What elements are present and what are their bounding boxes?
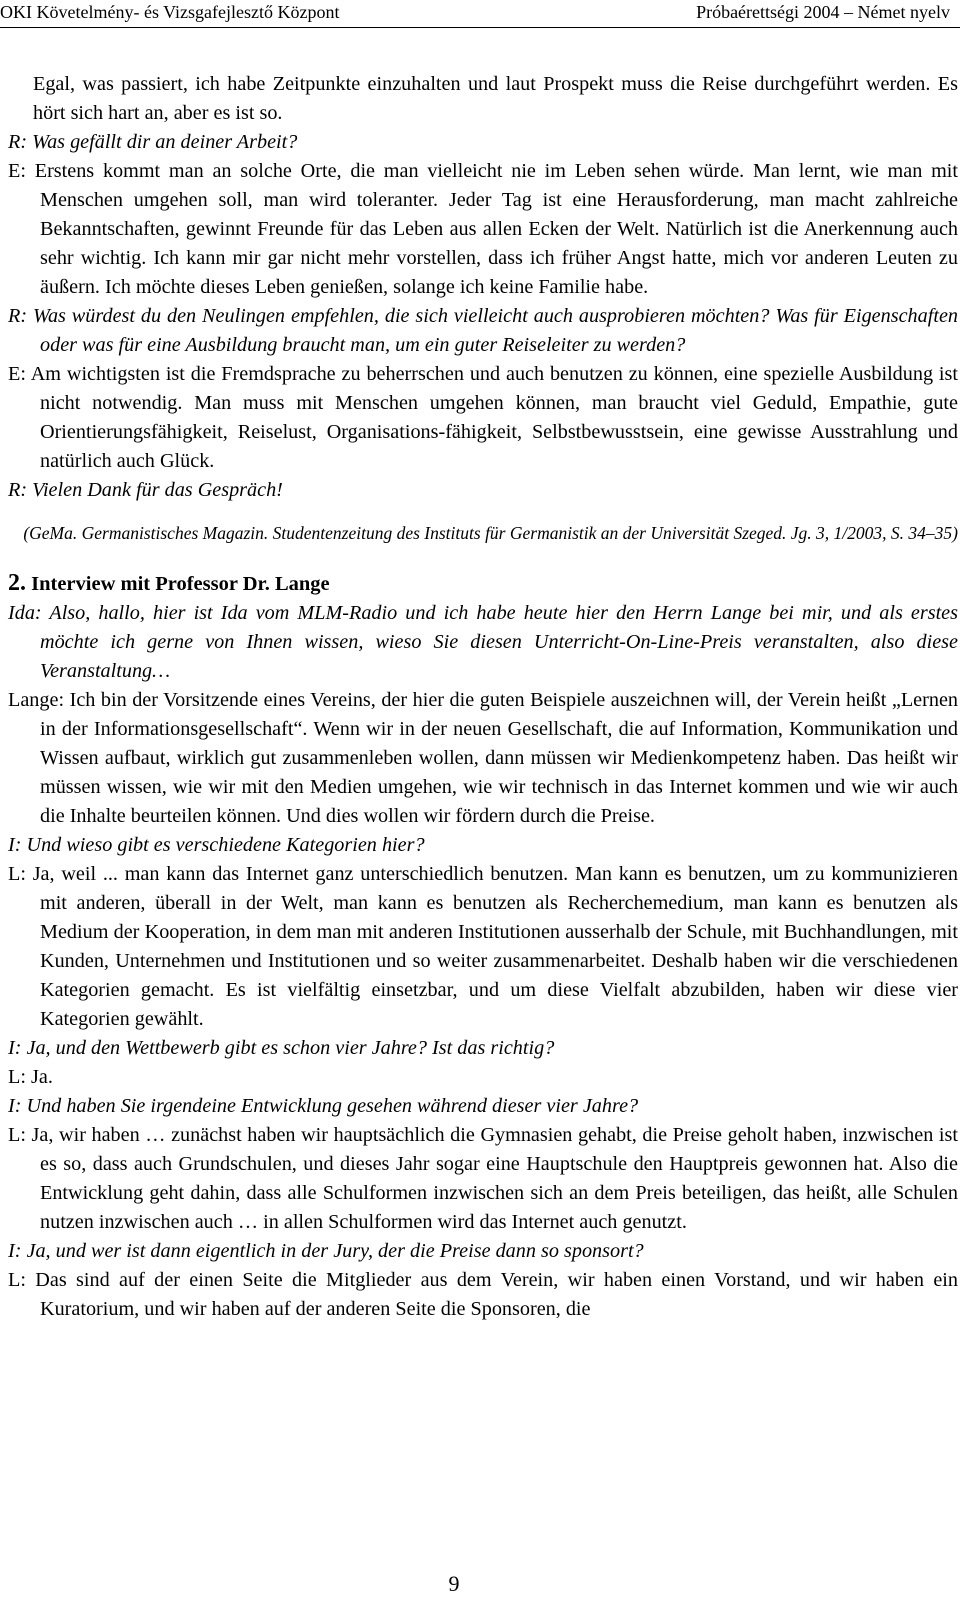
turn-text: Ja, weil ... man kann das Internet ganz unterschiedlich benutzen. Man kann es benutzen, um zu kommunizieren mit anderen, überall in der Welt, man kann es benutzen als Recherchemedium, man kann es benutzen als Medium der Kooperation, in dem man mit anderen Institutionen ausserhalb der Schule, mit Buchhandlungen, mit Kunden, Unternehmen und Institutionen und so weiter zusammenarbeitet. Deshalb haben wir die verschiedenen Kategorien gemacht. Es ist vielfältig einsetzbar, und um diese Vielfalt abzubilden, haben wir diese vier Kategorien gewählt. (32, 863, 958, 1030)
page-body (8, 70, 958, 1324)
turn-text: Ja, und wer ist dann eigentlich in der Jury, der die Preise dann so sponsort? (26, 1240, 644, 1262)
speaker-label: R: (8, 305, 28, 327)
speaker-label: I: (8, 1095, 22, 1117)
page-header (0, 0, 960, 28)
speaker-label: R: (8, 479, 28, 501)
speaker-label: Lange: (8, 689, 65, 711)
speaker-label: I: (8, 1240, 22, 1262)
speaker-label: L: (8, 1124, 26, 1146)
turn-text: Was würdest du den Neulingen empfehlen, die sich vielleicht auch ausprobieren möchten? Was für Eigenschaften oder was für eine Ausbildung braucht man, um ein guter Reiseleiter zu werden? (32, 305, 959, 356)
speaker-label: L: (8, 863, 26, 885)
speaker-label: L: (8, 1066, 26, 1088)
speaker-label: Ida: (8, 602, 42, 624)
turn-text: Ja. (31, 1066, 53, 1088)
speaker-label: E: (8, 363, 26, 385)
turn-answer (8, 1063, 958, 1092)
section-number: 2. (8, 570, 26, 596)
turn-text: Was gefällt dir an deiner Arbeit? (32, 131, 298, 153)
turn-question (8, 831, 958, 860)
turn-question (8, 1237, 958, 1266)
section-title: Interview mit Professor Dr. Lange (31, 573, 330, 595)
header-right: Próbaérettségi 2004 – Német nyelv (696, 2, 950, 22)
speaker-label: E: (8, 160, 26, 182)
turn-question (8, 476, 958, 505)
turn-answer (8, 360, 958, 476)
header-left: OKI Követelmény- és Vizsgafejlesztő Központ (0, 2, 340, 22)
turn-answer (8, 686, 958, 831)
turn-question (8, 128, 958, 157)
continuation-paragraph: Egal, was passiert, ich habe Zeitpunkte einzuhalten und laut Prospekt muss die Reise durchgeführt werden. Es hört sich hart an, aber es ist so. (33, 73, 958, 124)
turn-text: Also, hallo, hier ist Ida vom MLM-Radio und ich habe heute hier den Herrn Lange bei mir, und als erstes möchte ich gerne von Ihnen wissen, wieso Sie diesen Unterricht-On-Line-Preis veranstalten, also diese Veranstaltung… (40, 602, 958, 682)
turn-answer (8, 1266, 958, 1324)
speaker-label: L: (8, 1269, 26, 1291)
turn-text: Und haben Sie irgendeine Entwicklung gesehen während dieser vier Jahre? (26, 1095, 639, 1117)
source-citation: (GeMa. Germanistisches Magazin. Studentenzeitung des Instituts für Germanistik an der Universität Szeged. Jg. 3, 1/2003, S. 34–35) (23, 523, 958, 543)
turn-text: Und wieso gibt es verschiedene Kategorien hier? (26, 834, 425, 856)
header-rule (0, 27, 960, 28)
turn-text: Das sind auf der einen Seite die Mitglieder aus dem Verein, wir haben einen Vorstand, und wir haben ein Kuratorium, und wir haben auf der anderen Seite die Sponsoren, die (35, 1269, 958, 1320)
turn-question (8, 1034, 958, 1063)
speaker-label: R: (8, 131, 28, 153)
turn-answer (8, 1121, 958, 1237)
turn-text: Ja, und den Wettbewerb gibt es schon vier Jahre? Ist das richtig? (26, 1037, 555, 1059)
turn-text: Vielen Dank für das Gespräch! (32, 479, 283, 501)
section-heading (8, 569, 958, 599)
turn-question (8, 1092, 958, 1121)
turn-text: Erstens kommt man an solche Orte, die man vielleicht nie im Leben sehen würde. Man lernt, wie man mit Menschen umgehen soll, man wird toleranter. Jeder Tag ist eine Herausforderung, man macht zahlreiche Bekanntschaften, gewinnt Freunde für das Leben aus allen Ecken der Welt. Natürlich ist die Anerkennung auch sehr wichtig. Ich kann mir gar nicht mehr vorstellen, dass ich früher Angst hatte, mich vor anderen Leuten zu äußern. Ich möchte dieses Leben genießen, solange ich keine Familie habe. (34, 160, 958, 298)
turn-question (8, 599, 958, 686)
turn-question (8, 302, 958, 360)
speaker-label: I: (8, 834, 22, 856)
speaker-label: I: (8, 1037, 22, 1059)
turn-answer (8, 860, 958, 1034)
turn-text: Am wichtigsten ist die Fremdsprache zu beherrschen und auch benutzen zu können, eine spezielle Ausbildung ist nicht notwendig. Man muss mit Menschen umgehen können, man braucht viel Geduld, Empathie, gute Orientierungsfähigkeit, Reiselust, Organisations-fähigkeit, Selbstbewusstsein, eine gewisse Ausstrahlung und natürlich auch Glück. (30, 363, 958, 472)
turn-text: Ja, wir haben … zunächst haben wir hauptsächlich die Gymnasien gehabt, die Preise geholt haben, inzwischen ist es so, dass auch Grundschulen, und dieses Jahr sogar eine Hauptschule den Hauptpreis gewonnen hat. Also die Entwicklung geht dahin, dass alle Schulformen inzwischen sich an dem Preis beteiligen, das heißt, alle Schulen nutzen inzwischen auch … in allen Schulformen wird das Internet auch genutzt. (31, 1124, 958, 1233)
turn-answer (8, 157, 958, 302)
page-number: 9 (448, 1571, 460, 1596)
turn-text: Ich bin der Vorsitzende eines Vereins, der hier die guten Beispiele auszeichnen will, der Verein heißt „Lernen in der Informationsgesellschaft“. Wenn wir in der neuen Gesellschaft, die auf Information, Kommunikation und Wissen aufbaut, wirklich gut zusammenleben wollen, dann müssen wir Medienkompetenz haben. Das heißt wir müssen wissen, wie wir mit den Medien umgehen, wie wir technisch in das Internet kommen und wie wir auch die Inhalte beurteilen können. Und dies wollen wir fördern durch die Preise. (40, 689, 959, 827)
